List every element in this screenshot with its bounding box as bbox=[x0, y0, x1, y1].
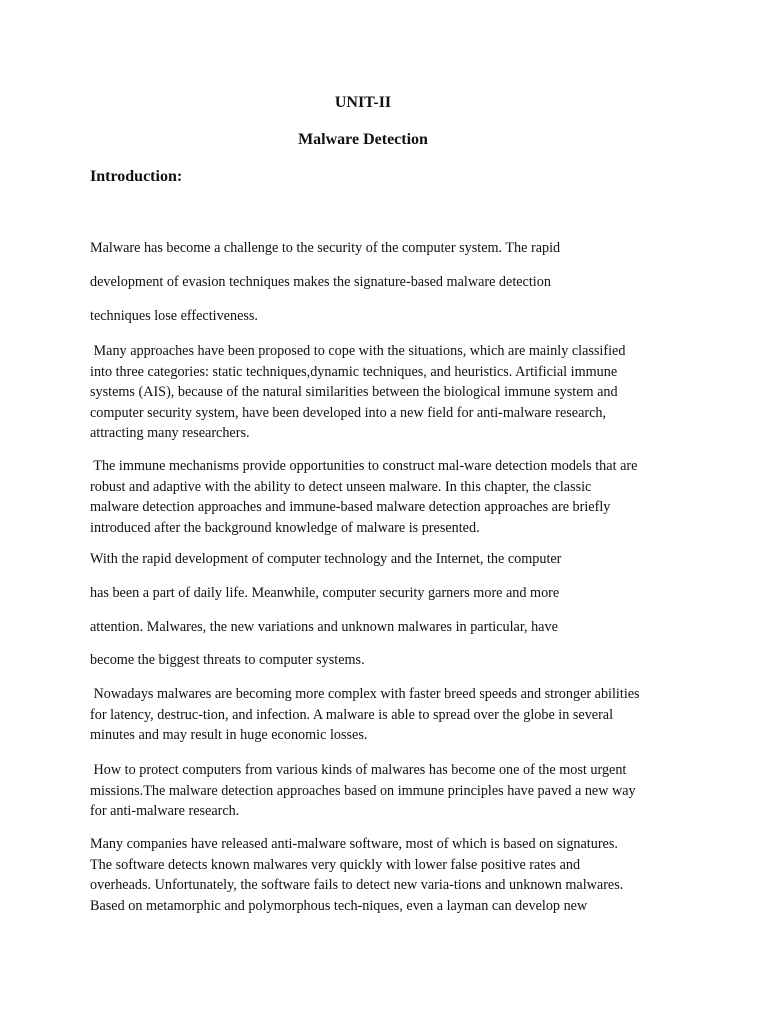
paragraph-line: overheads. Unfortunately, the software fails to detect new varia-tions and unknown malwares. bbox=[90, 877, 624, 893]
text-line: attention. Malwares, the new variations and unknown malwares in particular, have bbox=[90, 619, 558, 635]
paragraph bbox=[90, 834, 690, 916]
text-line: techniques lose effectiveness. bbox=[90, 308, 258, 324]
paragraph-line: for anti-malware research. bbox=[90, 803, 240, 819]
paragraph-line: minutes and may result in huge economic losses. bbox=[90, 727, 368, 743]
paragraph-line: computer security system, have been developed into a new field for anti-malware research, bbox=[90, 404, 607, 421]
paragraph-line: systems (AIS), because of the natural similarities between the biological immune system and bbox=[90, 384, 618, 400]
paragraph bbox=[90, 684, 690, 746]
chapter-title: Malware Detection bbox=[298, 131, 428, 148]
paragraph-line: attracting many researchers. bbox=[90, 425, 250, 441]
paragraph-line: The immune mechanisms provide opportunities to construct mal-ware detection models that are bbox=[90, 458, 638, 474]
paragraph-line: for latency, destruc-tion, and infection. A malware is able to spread over the globe in several bbox=[90, 706, 614, 723]
paragraph-line: How to protect computers from various kinds of malwares has become one of the most urgent bbox=[90, 762, 627, 778]
paragraph-line: The software detects known malwares very quickly with lower false positive rates and bbox=[90, 856, 581, 873]
paragraph-line: missions.The malware detection approaches based on immune principles have paved a new way bbox=[90, 782, 636, 799]
paragraph bbox=[90, 341, 690, 444]
section-heading: Introduction: bbox=[90, 168, 183, 185]
text-line: Malware has become a challenge to the security of the computer system. The rapid bbox=[90, 240, 561, 256]
paragraph-line: Many companies have released anti-malware software, most of which is based on signatures. bbox=[90, 836, 618, 852]
paragraph-line: robust and adaptive with the ability to detect unseen malware. In this chapter, the classic bbox=[90, 478, 592, 495]
text-line: development of evasion techniques makes the signature-based malware detection bbox=[90, 274, 551, 290]
paragraph-line: introduced after the background knowledge of malware is presented. bbox=[90, 519, 480, 536]
paragraph-line: Nowadays malwares are becoming more complex with faster breed speeds and stronger abilities bbox=[90, 686, 640, 702]
unit-title: UNIT-II bbox=[334, 94, 392, 111]
paragraph bbox=[90, 456, 690, 538]
text-line: has been a part of daily life. Meanwhile, computer security garners more and more bbox=[90, 585, 560, 601]
paragraph bbox=[90, 760, 690, 822]
paragraph-line: into three categories: static techniques,dynamic techniques, and heuristics. Artificial immune bbox=[90, 363, 618, 380]
paragraph-line: Many approaches have been proposed to cope with the situations, which are mainly classified bbox=[90, 343, 626, 359]
text-line: become the biggest threats to computer systems. bbox=[90, 652, 365, 668]
paragraph-line: Based on metamorphic and polymorphous tech-niques, even a layman can develop new bbox=[90, 897, 588, 914]
text-line: With the rapid development of computer technology and the Internet, the computer bbox=[90, 551, 562, 567]
paragraph-line: malware detection approaches and immune-based malware detection approaches are briefly bbox=[90, 499, 611, 515]
